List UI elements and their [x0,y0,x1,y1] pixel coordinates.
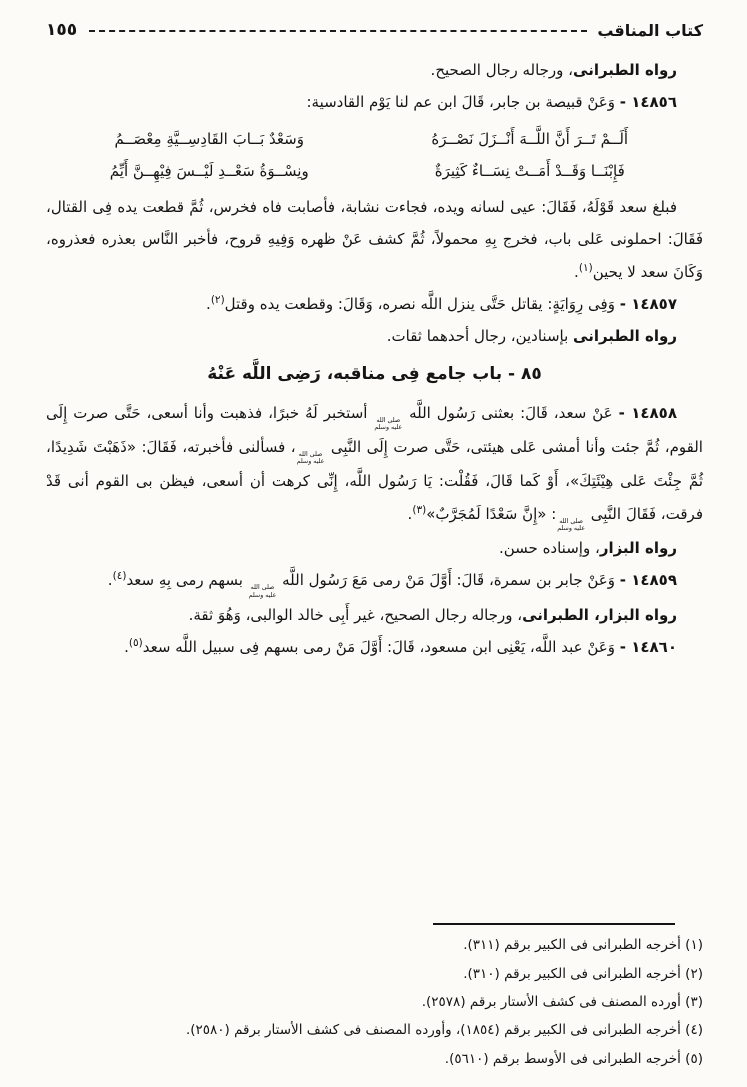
footnote-ref: (٢) [210,293,225,306]
hemistich-1a: أَلَــمْ تَــرَ أَنَّ اللَّــهَ أَنْــزَلَ نَصْــرَهُ [431,129,629,148]
footnote-ref: (٤) [112,570,127,583]
attribution-source: رواه البزار [599,539,677,558]
paragraph-text: فبلغ سعد قَوْلَهُ، فَقَالَ: عيى لسانه ويده، فجاءت نشابة، فأصابت فاه فخرس، ثُمَّ قطعت يده فِى القتال، فَقَالَ: احملونى عَلى باب، فخرج بِهِ محمولاً، ثُمَّ كشف عَنْ ظهره وَفِيهِ قروح، فأخبر النَّاس بعذره فعذروه، وَكَانَ سعد لا يحين$^{(١)}$. [46,198,703,281]
book-title: كتاب المناقب [597,20,703,40]
footnote-ref: (٣) [412,503,427,516]
hadith-text: وَعَنْ جابر بن سمرة، قَالَ: أَوَّلَ مَنْ رمى مَعَ رَسُول اللَّه صلى الله عليه وسلم بسهم رمى بِهِ سعد$^{(٤)}$. [107,570,615,599]
hadith-number: ١٤٨٥٨ - [618,403,677,422]
header-dash-rule [89,30,587,32]
footnote-separator [433,923,675,925]
hadith-14860 [46,631,703,663]
footnote-ref: (١) [578,261,593,274]
hadith-14859 [46,564,703,598]
footnote-ref: (٥) [128,637,143,650]
footnote-2: (٢) أخرجه الطبرانى فى الكبير برقم (٣١٠). [463,965,703,982]
attribution-source: رواه البزار، الطبرانى [522,605,677,624]
prophet-honorific-icon: صلى الله عليه وسلم [248,584,277,599]
hadith-text: وَفِى رِوَايَةٍ: يقاتل حَتَّى ينزل اللَّه نصره، وَقَالَ: وقطعت يده وقتل$^{(٢)}$. [206,293,615,313]
hadith-14858 [46,397,703,533]
hadith-text: وَعَنْ قبيصة بن جابر، قَالَ ابن عم لنا يَوْم القادسية: [306,93,615,112]
hadith-text: وَعَنْ عبد اللَّه، يَعْنِى ابن مسعود، قَالَ: أَوَّلَ مَنْ رمى بسهم فِى سبيل اللَّه سعد$^{(٥)}$. [124,637,615,657]
hemistich-2b: ونِسْــوَةُ سَعْــدِ لَيْــسَ فِيْهِــنَّ أَيِّمُ [109,161,309,180]
attribution-line-4 [46,599,703,631]
hadith-number: ١٤٨٥٧ - [619,294,677,313]
page-body [46,54,703,663]
page-header [46,20,703,40]
attribution-line-3 [46,532,703,564]
footnote-1: (١) أخرجه الطبرانى فى الكبير برقم (٣١١). [463,937,703,954]
attribution-source: رواه الطبرانى [573,61,677,79]
hadith-number: ١٤٨٦٠ - [619,638,677,657]
hadith-14857 [46,288,703,320]
footnote-5: (٥) أخرجه الطبرانى فى الأوسط برقم (٥٦١٠). [444,1050,703,1067]
prophet-honorific-icon: صلى الله عليه وسلم [557,517,585,532]
prophet-honorific-icon: صلى الله عليه وسلم [296,451,325,466]
footnote-3: (٣) أورده المصنف فى كشف الأستار برقم (٢٥٧٨). [421,993,703,1010]
verse-line-1 [62,123,677,155]
attribution-rest: ، وإسناده حسن. [498,539,600,558]
attribution-rest: ، ورجاله رجال الصحيح، غير أَبِى خالد الوالبى، وَهُوَ ثقة. [188,605,523,624]
hadith-number: ١٤٨٥٦ - [619,93,677,112]
hadith-14856 [46,86,703,118]
attribution-source: رواه الطبرانى [573,327,677,345]
attribution-rest: بإسنادين، رجال أحدهما ثقات. [386,327,574,345]
attribution-line-1 [46,54,703,86]
paragraph-14856 [46,191,703,288]
hemistich-1b: وَسَعْدٌ بَــابَ القَادِسِــيَّةِ مِعْصَــمُ [114,129,304,148]
hadith-text: عَنْ سعد، قَالَ: بعثنى رَسُول اللَّه صلى الله عليه وسلم أستخبر لَهُ خبرًا، فذهبت وأنا أسعى، حَتَّى صرت إِلَى القوم، ثُمَّ جئت وأنا أمشى عَلى هيئتى، حَتَّى صرت إِلَى النَّبِى صلى الله عليه وسلم ، فسألنى فأخبرته، فَقَالَ: «ذَهَبْتَ شَدِيدًا، ثُمَّ جِئْتَ عَلى هِيْئَتِكَ»، أَوْ كَما قَالَ، فَقُلْت: يَا رَسُول اللَّه، إِنِّى كرهت أن أسعى، فيظن بى القوم أنى قَدْ فرقت، فَقَالَ النَّبِى صلى الله عليه وسلم : «إِنَّ سَعْدًا لَمُجَرَّبٌ»$^{(٣)}$. [46,403,703,532]
chapter-heading: ٨٥ - باب جامع فِى مناقبه، رَضِى اللَّه عَنْهُ [207,364,542,385]
hemistich-2a: فَإِبْنَــا وَقَــدْ أَمَــتْ نِسَــاءٌ كَثِيرَةٌ [434,161,625,180]
verse-line-2 [62,155,677,187]
footnotes-block [46,923,703,1073]
page-number: ١٥٥ [46,20,78,40]
hadith-number: ١٤٨٥٩ - [619,571,677,590]
prophet-honorific-icon: صلى الله عليه وسلم [374,416,403,431]
poetry-block [46,123,703,188]
attribution-line-2 [46,320,703,352]
attribution-rest: ، ورجاله رجال الصحيح. [430,61,574,79]
footnote-4: (٤) أخرجه الطبرانى فى الكبير برقم (١٨٥٤)، وأورده المصنف فى كشف الأستار برقم (٢٥٨٠). [185,1022,703,1039]
